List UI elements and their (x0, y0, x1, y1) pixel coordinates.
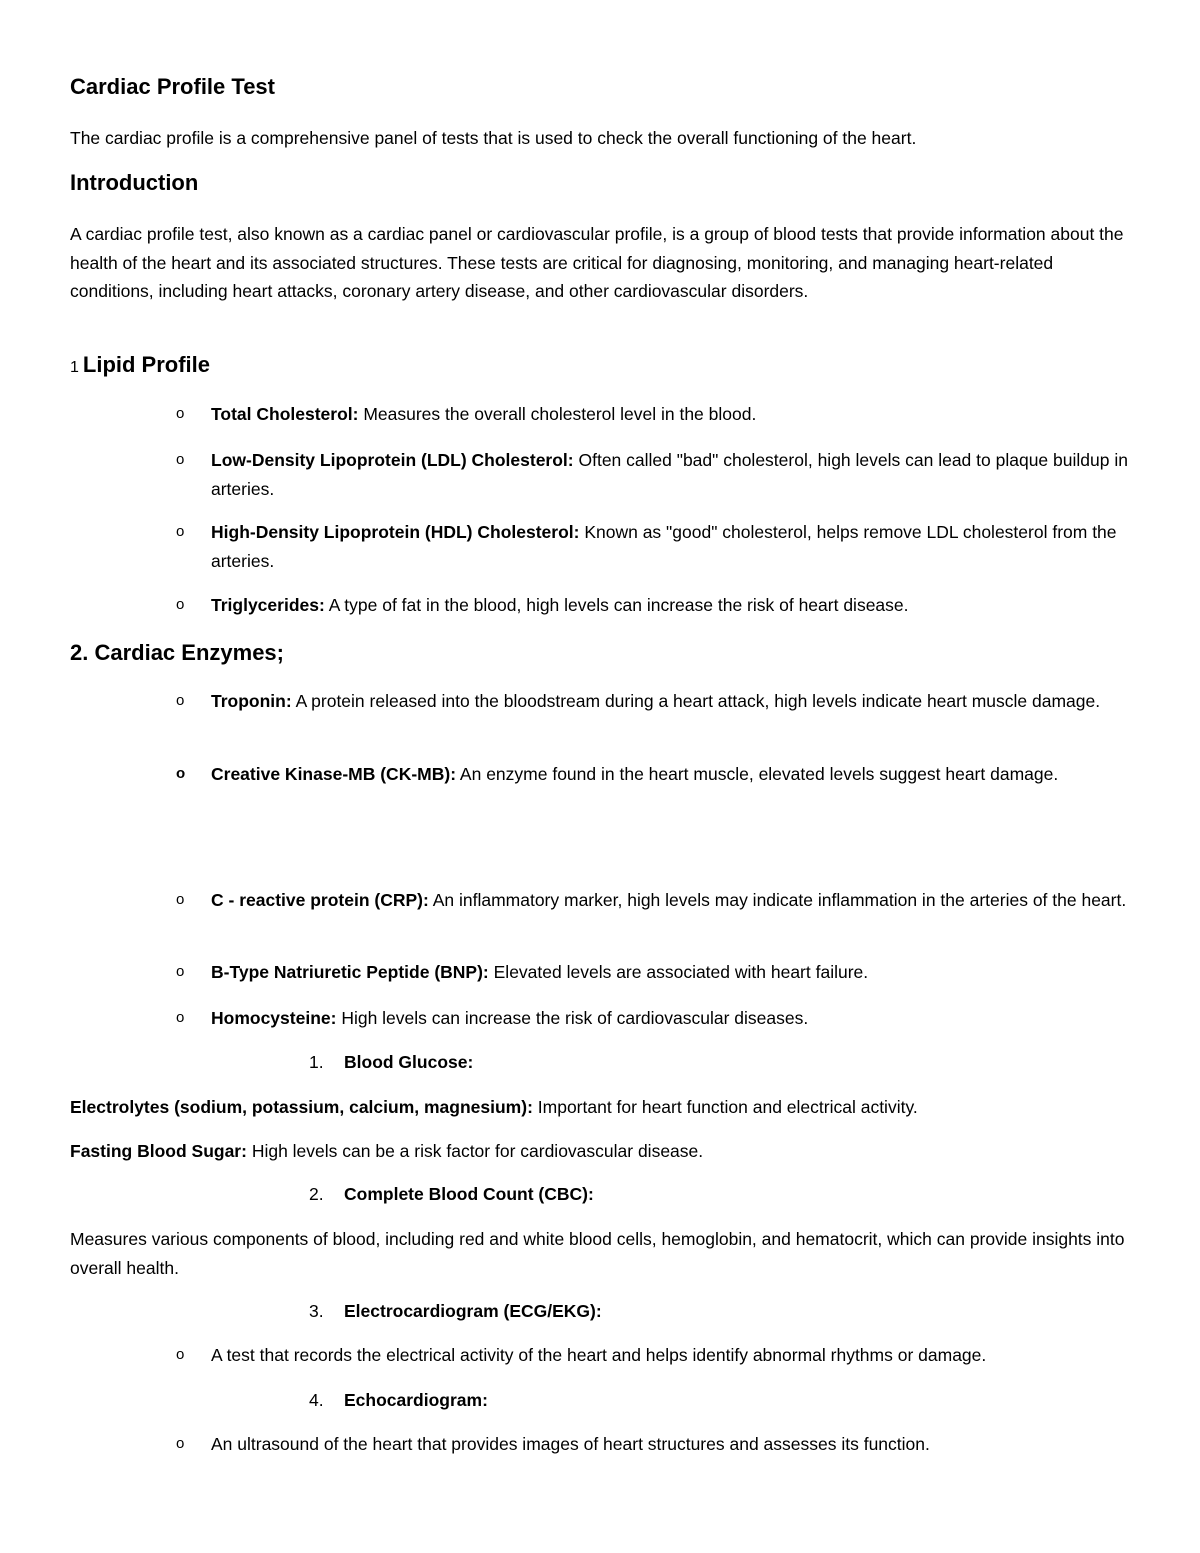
item-description: Elevated levels are associated with heart failure. (488, 962, 869, 982)
cardiac-enzymes-heading: 2. Cardiac Enzymes; (70, 640, 284, 665)
bullet-marker: o (176, 405, 185, 422)
numbered-heading-text: Echocardiogram: (344, 1390, 488, 1410)
introduction-heading: Introduction (70, 170, 199, 195)
item-term: B-Type Natriuretic Peptide (BNP): (211, 962, 489, 982)
lipid-profile-heading (70, 352, 1200, 378)
item-description: An enzyme found in the heart muscle, elevated levels suggest heart damage. (456, 764, 1059, 784)
item-description: Often called "bad" cholesterol, high levels can lead to plaque buildup in arteries. (211, 450, 1128, 499)
bullet-marker: o (176, 523, 185, 540)
item-term: Troponin: (211, 691, 292, 711)
item-description: Known as "good" cholesterol, helps remove LDL cholesterol from the arteries. (211, 522, 1117, 571)
item-term: Low-Density Lipoprotein (LDL) Cholesterol: (211, 450, 574, 470)
bullet-marker: o (176, 451, 185, 468)
electrolytes-paragraph (70, 1093, 1130, 1122)
electrolytes-description: Important for heart function and electrical activity. (532, 1097, 918, 1117)
item-term: High-Density Lipoprotein (HDL) Cholesterol: (211, 522, 580, 542)
bullet-marker: o (176, 692, 185, 709)
bullet-marker: o (176, 596, 185, 613)
introduction-paragraph: A cardiac profile test, also known as a cardiac panel or cardiovascular profile, is a group of blood tests that provide information about the health of the heart and its associated structures. These tests are critical for diagnosing, monitoring, and managing heart-related conditions, including heart attacks, coronary artery disease, and other cardiovascular disorders. (70, 224, 1124, 301)
number-marker: 1. (309, 1052, 324, 1072)
bullet-marker: o (176, 1009, 185, 1026)
numbered-heading-text: Complete Blood Count (CBC): (344, 1184, 594, 1204)
document-title: Cardiac Profile Test (70, 74, 275, 99)
bullet-marker: o (176, 891, 185, 908)
item-description: A type of fat in the blood, high levels can increase the risk of heart disease. (324, 595, 909, 615)
item-description: A test that records the electrical activity of the heart and helps identify abnormal rhythms or damage. (211, 1345, 987, 1365)
bullet-marker: o (176, 1346, 185, 1363)
lipid-profile-number: 1 (70, 359, 79, 376)
item-description: A protein released into the bloodstream during a heart attack, high levels indicate heart muscle damage. (291, 691, 1101, 711)
lipid-profile-title: Lipid Profile (82, 352, 211, 377)
fasting-blood-sugar-description: High levels can be a risk factor for cardiovascular disease. (246, 1141, 704, 1161)
fasting-blood-sugar-term: Fasting Blood Sugar: (70, 1141, 247, 1161)
intro-line: The cardiac profile is a comprehensive panel of tests that is used to check the overall functioning of the heart. (70, 128, 917, 148)
item-term: Homocysteine: (211, 1008, 337, 1028)
item-description: An inflammatory marker, high levels may indicate inflammation in the arteries of the heart. (428, 890, 1127, 910)
cbc-paragraph: Measures various components of blood, including red and white blood cells, hemoglobin, and hematocrit, which can provide insights into overall health. (70, 1229, 1125, 1278)
fasting-blood-sugar-paragraph (70, 1137, 1130, 1166)
item-term: Triglycerides: (211, 595, 325, 615)
number-marker: 2. (309, 1184, 324, 1204)
numbered-heading-text: Blood Glucose: (344, 1052, 474, 1072)
electrolytes-term: Electrolytes (sodium, potassium, calcium, magnesium): (70, 1097, 533, 1117)
item-description: High levels can increase the risk of cardiovascular diseases. (336, 1008, 809, 1028)
number-marker: 3. (309, 1301, 324, 1321)
number-marker: 4. (309, 1390, 324, 1410)
item-description: An ultrasound of the heart that provides images of heart structures and assesses its function. (211, 1434, 930, 1454)
numbered-heading-text: Electrocardiogram (ECG/EKG): (344, 1301, 602, 1321)
item-term: C - reactive protein (CRP): (211, 890, 429, 910)
bullet-marker: o (176, 1435, 185, 1452)
bullet-marker: o (176, 765, 186, 782)
item-description: Measures the overall cholesterol level in the blood. (358, 404, 757, 424)
item-term: Total Cholesterol: (211, 404, 359, 424)
item-term: Creative Kinase-MB (CK-MB): (211, 764, 457, 784)
bullet-marker: o (176, 963, 185, 980)
